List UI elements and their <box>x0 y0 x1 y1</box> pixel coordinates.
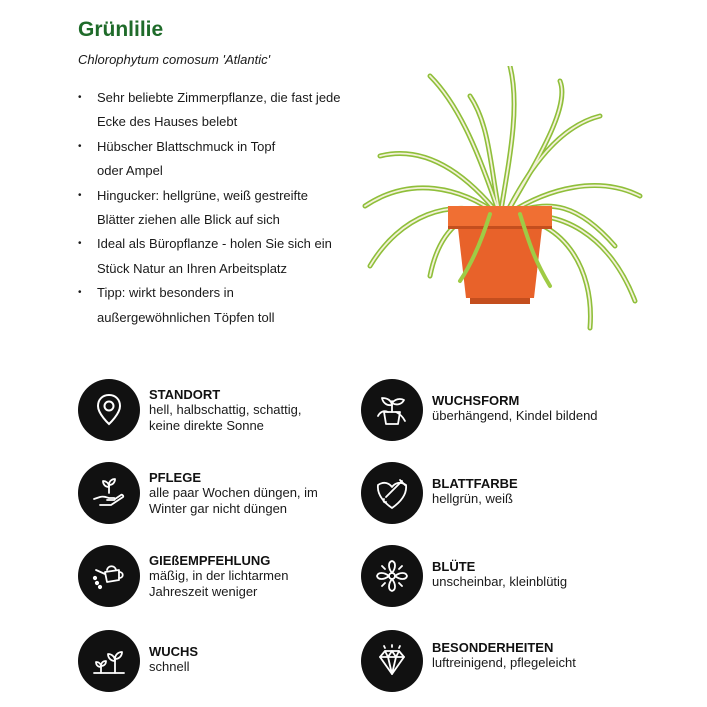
feature-title: WUCHSFORM <box>432 393 520 408</box>
product-title: Grünlilie <box>78 18 164 41</box>
diamond-icon <box>374 643 410 679</box>
feature-blattfarbe <box>361 462 661 526</box>
feature-title: BESONDERHEITEN <box>432 640 554 655</box>
feature-text: hell, halbschattig, schattig, <box>149 402 302 417</box>
feature-title: WUCHS <box>149 644 199 659</box>
bullet-item <box>78 281 368 330</box>
leaf-brush-icon <box>374 475 410 511</box>
feature-besonderheiten <box>361 630 661 694</box>
sprouts-icon <box>91 643 127 679</box>
spider-plant-image <box>360 66 645 336</box>
feature-title: STANDORT <box>149 387 221 402</box>
feature-text: hellgrün, weiß <box>432 491 513 506</box>
bullet-line: Hübscher Blattschmuck in Topf <box>97 138 276 154</box>
feature-title: BLÜTE <box>432 559 476 574</box>
feature-text: mäßig, in der lichtarmen <box>149 568 289 583</box>
bullet-line: Sehr beliebte Zimmerpflanze, die fast jede <box>97 90 341 105</box>
flower-pot <box>448 206 552 304</box>
bullet-item <box>78 184 368 233</box>
bullet-line: Ideal als Büropflanze - holen Sie sich ein <box>97 236 332 252</box>
bullet-line: Tipp: wirkt besonders in <box>97 285 234 301</box>
bullet-line: Blätter ziehen alle Blick auf sich <box>97 212 280 228</box>
bullet-line: Hingucker: hellgrüne, weiß gestreifte <box>97 187 308 203</box>
bullet-item <box>78 135 368 184</box>
feature-text: Jahreszeit weniger <box>149 583 258 599</box>
feature-text: keine direkte Sonne <box>149 417 264 433</box>
feature-text: Winter gar nicht düngen <box>149 500 288 516</box>
feature-text: alle paar Wochen düngen, im <box>149 485 318 500</box>
feature-wuchs <box>78 630 378 694</box>
bullet-line: Stück Natur an Ihren Arbeitsplatz <box>97 260 288 276</box>
watering-can-icon <box>91 558 127 594</box>
bullet-line: außergewöhnlichen Töpfen toll <box>97 309 275 325</box>
feature-text: unscheinbar, kleinblütig <box>432 574 568 589</box>
bullet-item <box>78 86 368 135</box>
feature-bullet-list <box>78 86 368 330</box>
botanical-name: Chlorophytum comosum 'Atlantic' <box>78 52 271 67</box>
location-pin-icon <box>91 392 127 428</box>
feature-text: schnell <box>149 659 190 674</box>
feature-pflege <box>78 462 378 526</box>
potted-plant-icon <box>374 392 410 428</box>
feature-standort <box>78 379 378 443</box>
feature-giessempfehlung <box>78 545 378 609</box>
flower-icon <box>374 558 410 594</box>
bullet-item <box>78 232 368 281</box>
feature-text: luftreinigend, pflegeleicht <box>432 655 576 670</box>
hand-sprout-icon <box>91 475 127 511</box>
bullet-line: oder Ampel <box>97 163 163 179</box>
feature-title: GIEßEMPFEHLUNG <box>149 553 271 568</box>
feature-text: überhängend, Kindel bildend <box>432 408 598 423</box>
feature-bluete <box>361 545 661 609</box>
feature-title: BLATTFARBE <box>432 476 518 491</box>
feature-title: PFLEGE <box>149 470 202 485</box>
feature-wuchsform <box>361 379 661 443</box>
bullet-line: Ecke des Hauses belebt <box>97 114 238 130</box>
